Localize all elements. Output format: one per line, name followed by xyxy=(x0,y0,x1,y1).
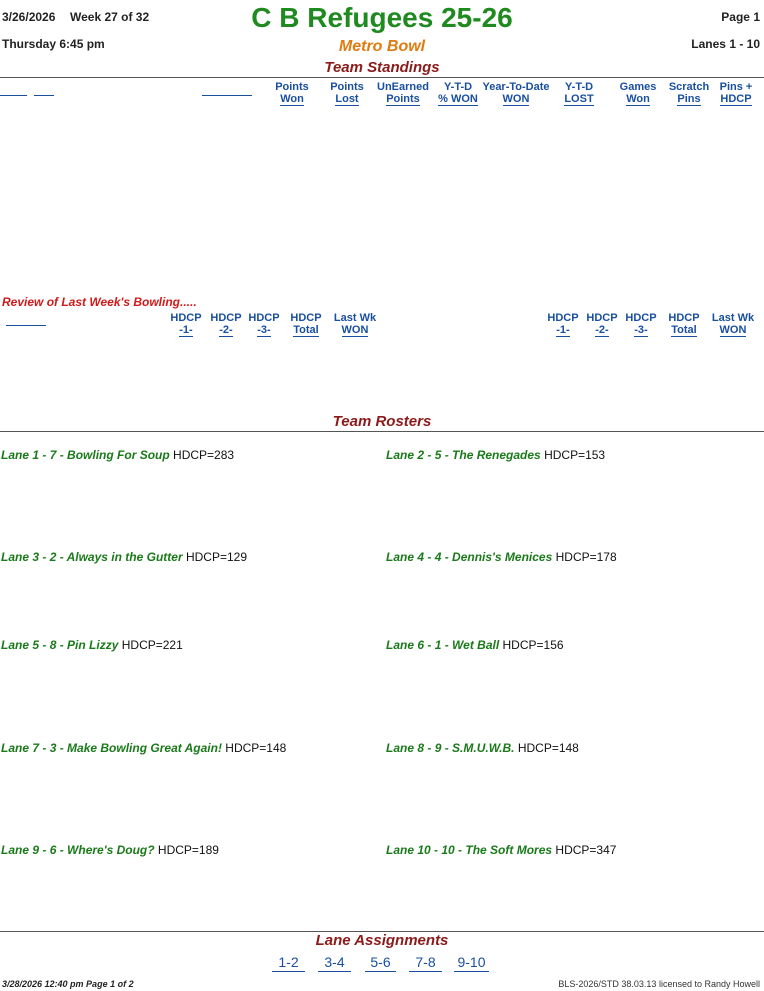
lane-assignment-1-2[interactable]: 1-2 xyxy=(272,953,305,972)
lane-team-header xyxy=(1,639,183,651)
lane-label: Lane 5 - xyxy=(1,638,47,652)
standings-header: Points Lost xyxy=(330,81,364,106)
rosters-title: Team Rosters xyxy=(332,413,432,430)
standings-header xyxy=(34,95,54,96)
standings-title: Team Standings xyxy=(324,59,440,76)
lane-assignment-3-4[interactable]: 3-4 xyxy=(318,953,351,972)
team-label: 1 - Wet Ball xyxy=(434,638,500,652)
divider xyxy=(0,431,764,432)
week-label: Week 27 of 32 xyxy=(70,10,150,24)
lane-team-header xyxy=(386,844,616,856)
team-hdcp: HDCP=153 xyxy=(544,448,606,462)
team-label: 7 - Bowling For Soup xyxy=(49,448,170,462)
lane-label: Lane 10 - xyxy=(386,843,439,857)
report-date: 3/26/2026 xyxy=(2,10,56,24)
standings-header: Pins + HDCP xyxy=(719,81,753,106)
review-header-right: HDCP -3- xyxy=(625,312,657,337)
review-header-right: HDCP -1- xyxy=(547,312,579,337)
lane-assignment-5-6[interactable]: 5-6 xyxy=(365,953,396,972)
footer-print-info: 3/28/2026 12:40 pm Page 1 of 2 xyxy=(2,979,134,989)
bowling-center: Metro Bowl xyxy=(338,38,426,55)
standings-header xyxy=(0,95,27,96)
team-label: 2 - Always in the Gutter xyxy=(49,550,183,564)
review-header-right: Last Wk WON xyxy=(711,312,755,337)
lane-label: Lane 2 - xyxy=(386,448,432,462)
page-label: Page 1 xyxy=(721,10,760,24)
divider xyxy=(0,77,764,78)
standings-header: Games Won xyxy=(619,81,657,106)
standings-header: Year-To-Date WON xyxy=(482,81,550,106)
team-hdcp: HDCP=189 xyxy=(157,843,219,857)
lane-label: Lane 4 - xyxy=(386,550,432,564)
lane-label: Lane 3 - xyxy=(1,550,47,564)
review-header-left: HDCP Total xyxy=(290,312,322,337)
review-header-left xyxy=(6,325,46,326)
lane-assignment-7-8[interactable]: 7-8 xyxy=(409,953,442,972)
lane-team-header xyxy=(1,551,247,563)
review-header-left: HDCP -2- xyxy=(210,312,242,337)
team-hdcp: HDCP=347 xyxy=(555,843,617,857)
team-hdcp: HDCP=148 xyxy=(225,741,287,755)
team-label: 8 - Pin Lizzy xyxy=(49,638,119,652)
lane-team-header xyxy=(1,449,234,461)
team-hdcp: HDCP=221 xyxy=(121,638,183,652)
standings-header: Scratch Pins xyxy=(668,81,710,106)
lane-label: Lane 1 - xyxy=(1,448,47,462)
review-header-left: Last Wk WON xyxy=(333,312,377,337)
lane-label: Lane 8 - xyxy=(386,741,432,755)
team-label: 5 - The Renegades xyxy=(434,448,541,462)
review-header-right: HDCP Total xyxy=(668,312,700,337)
team-label: 9 - S.M.U.W.B. xyxy=(434,741,515,755)
team-hdcp: HDCP=178 xyxy=(555,550,617,564)
lane-label: Lane 9 - xyxy=(1,843,47,857)
lane-label: Lane 7 - xyxy=(1,741,47,755)
standings-header: Points Won xyxy=(275,81,309,106)
standings-header: UnEarned Points xyxy=(377,81,429,106)
lane-assignment-9-10[interactable]: 9-10 xyxy=(454,953,489,972)
lane-team-header xyxy=(1,844,219,856)
team-hdcp: HDCP=283 xyxy=(173,448,235,462)
lane-team-header xyxy=(386,551,617,563)
team-label: 4 - Dennis's Menices xyxy=(434,550,553,564)
team-label: 6 - Where's Doug? xyxy=(49,843,155,857)
lane-assignments-title: Lane Assignments xyxy=(315,932,449,949)
team-label: 10 - The Soft Mores xyxy=(441,843,553,857)
lanes-range: Lanes 1 - 10 xyxy=(691,37,760,51)
team-hdcp: HDCP=148 xyxy=(517,741,579,755)
lane-label: Lane 6 - xyxy=(386,638,432,652)
lane-team-header xyxy=(386,639,564,651)
day-time: Thursday 6:45 pm xyxy=(2,37,105,51)
league-title: C B Refugees 25-26 xyxy=(251,2,513,33)
standings-header: Y-T-D % WON xyxy=(438,81,478,106)
review-header-left: HDCP -3- xyxy=(248,312,280,337)
lane-team-header xyxy=(386,449,605,461)
footer-license: BLS-2026/STD 38.03.13 licensed to Randy Howell xyxy=(558,979,760,989)
review-title: Review of Last Week's Bowling..... xyxy=(2,295,197,309)
standings-header: Y-T-D LOST xyxy=(564,81,594,106)
standings-header xyxy=(202,95,252,96)
team-label: 3 - Make Bowling Great Again! xyxy=(49,741,222,755)
team-hdcp: HDCP=156 xyxy=(502,638,564,652)
review-header-right: HDCP -2- xyxy=(586,312,618,337)
review-header-left: HDCP -1- xyxy=(170,312,202,337)
team-hdcp: HDCP=129 xyxy=(185,550,247,564)
lane-team-header xyxy=(386,742,579,754)
lane-team-header xyxy=(1,742,286,754)
